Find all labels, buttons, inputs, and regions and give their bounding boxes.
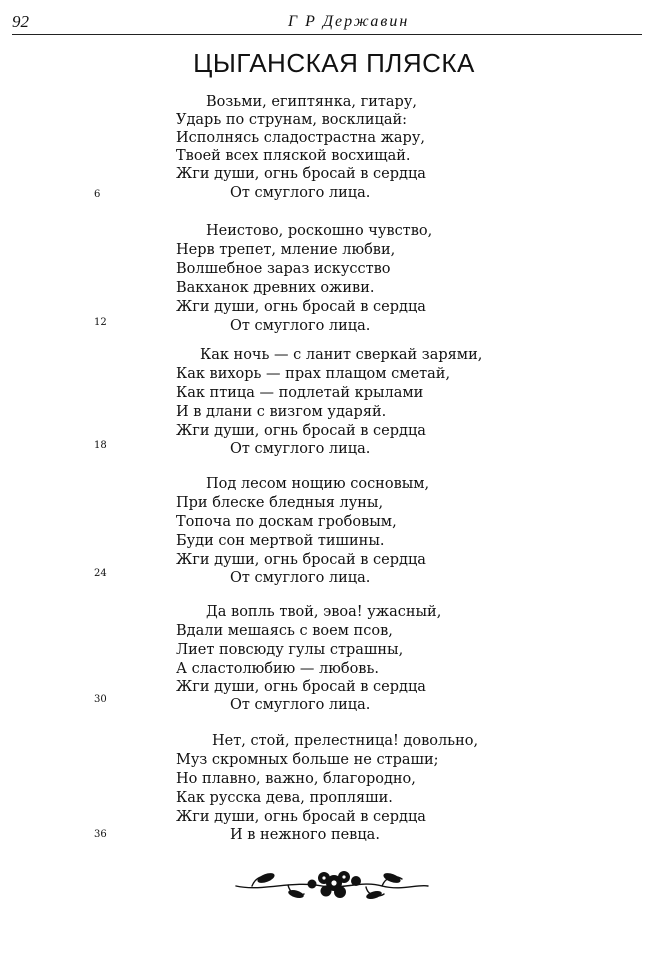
line-number: 24 (94, 568, 107, 579)
verse-line: Жги души, огнь бросай в сердца (176, 423, 426, 439)
verse-line: Жги души, огнь бросай в сердца (176, 809, 426, 825)
verse-line: Топоча по доскам гробовым, (176, 514, 397, 530)
verse-line: Как русска дева, пропляши. (176, 790, 393, 806)
verse-line: От смуглого лица. (230, 441, 371, 457)
verse-line: И в нежного певца. (230, 827, 380, 843)
verse-line: Лиет повсюду гулы страшны, (176, 642, 404, 658)
verse-line: Возьми, египтянка, гитару, (206, 94, 417, 110)
page-number: 92 (12, 12, 29, 31)
verse-line: Жги души, огнь бросай в сердца (176, 679, 426, 695)
verse-line: Но плавно, важно, благородно, (176, 771, 416, 787)
verse-line: При блеске бледныя луны, (176, 495, 384, 511)
verse-line: Муз скромных больше не страши; (176, 752, 439, 768)
verse-line: Да вопль твой, эвоа! ужасный, (206, 604, 442, 620)
verse-line: Под лесом нощию сосновым, (206, 476, 430, 492)
verse-line: От смуглого лица. (230, 185, 371, 201)
verse-line: Вакханок древних оживи. (176, 280, 375, 296)
verse-line: И в длани с визгом ударяй. (176, 404, 387, 420)
verse-line: От смуглого лица. (230, 570, 371, 586)
verse-line: Твоей всех пляской восхищай. (176, 148, 411, 164)
verse-line: Волшебное зараз искусство (176, 261, 391, 277)
line-number: 12 (94, 317, 107, 328)
line-number: 18 (94, 440, 107, 451)
verse-line: Жги души, огнь бросай в сердца (176, 552, 426, 568)
verse-line: А сластолюбию — любовь. (176, 661, 379, 677)
verse-line: Как птица — подлетай крылами (176, 385, 424, 401)
header-rule (12, 34, 642, 35)
verse-line: Нерв трепет, мление любви, (176, 242, 396, 258)
running-head (12, 10, 644, 34)
verse-line: Буди сон мертвой тишины. (176, 533, 385, 549)
verse-line: Жги души, огнь бросай в сердца (176, 166, 426, 182)
verse-line: Вдали мешаясь с воем псов, (176, 623, 393, 639)
verse-line: От смуглого лица. (230, 318, 371, 334)
line-number: 6 (94, 189, 101, 200)
verse-line: Исполнясь сладострастна жару, (176, 130, 425, 146)
verse-line: Как вихорь — прах плащом сметай, (176, 366, 451, 382)
verse-line: Как ночь — с ланит сверкай зарями, (200, 347, 483, 363)
poem-title: ЦЫГАНСКАЯ ПЛЯСКА (193, 48, 475, 78)
line-number: 36 (94, 829, 107, 840)
verse-line: Нет, стой, прелестница! довольно, (212, 733, 479, 749)
verse-line: Ударь по струнам, восклицай: (176, 112, 408, 128)
verse-line: Жги души, огнь бросай в сердца (176, 299, 426, 315)
floral-ornament-icon (232, 866, 432, 902)
running-head-author: Г Р Державин (288, 13, 410, 30)
line-number: 30 (94, 694, 107, 705)
verse-line: Неистово, роскошно чувство, (206, 223, 433, 239)
verse-line: От смуглого лица. (230, 697, 371, 713)
